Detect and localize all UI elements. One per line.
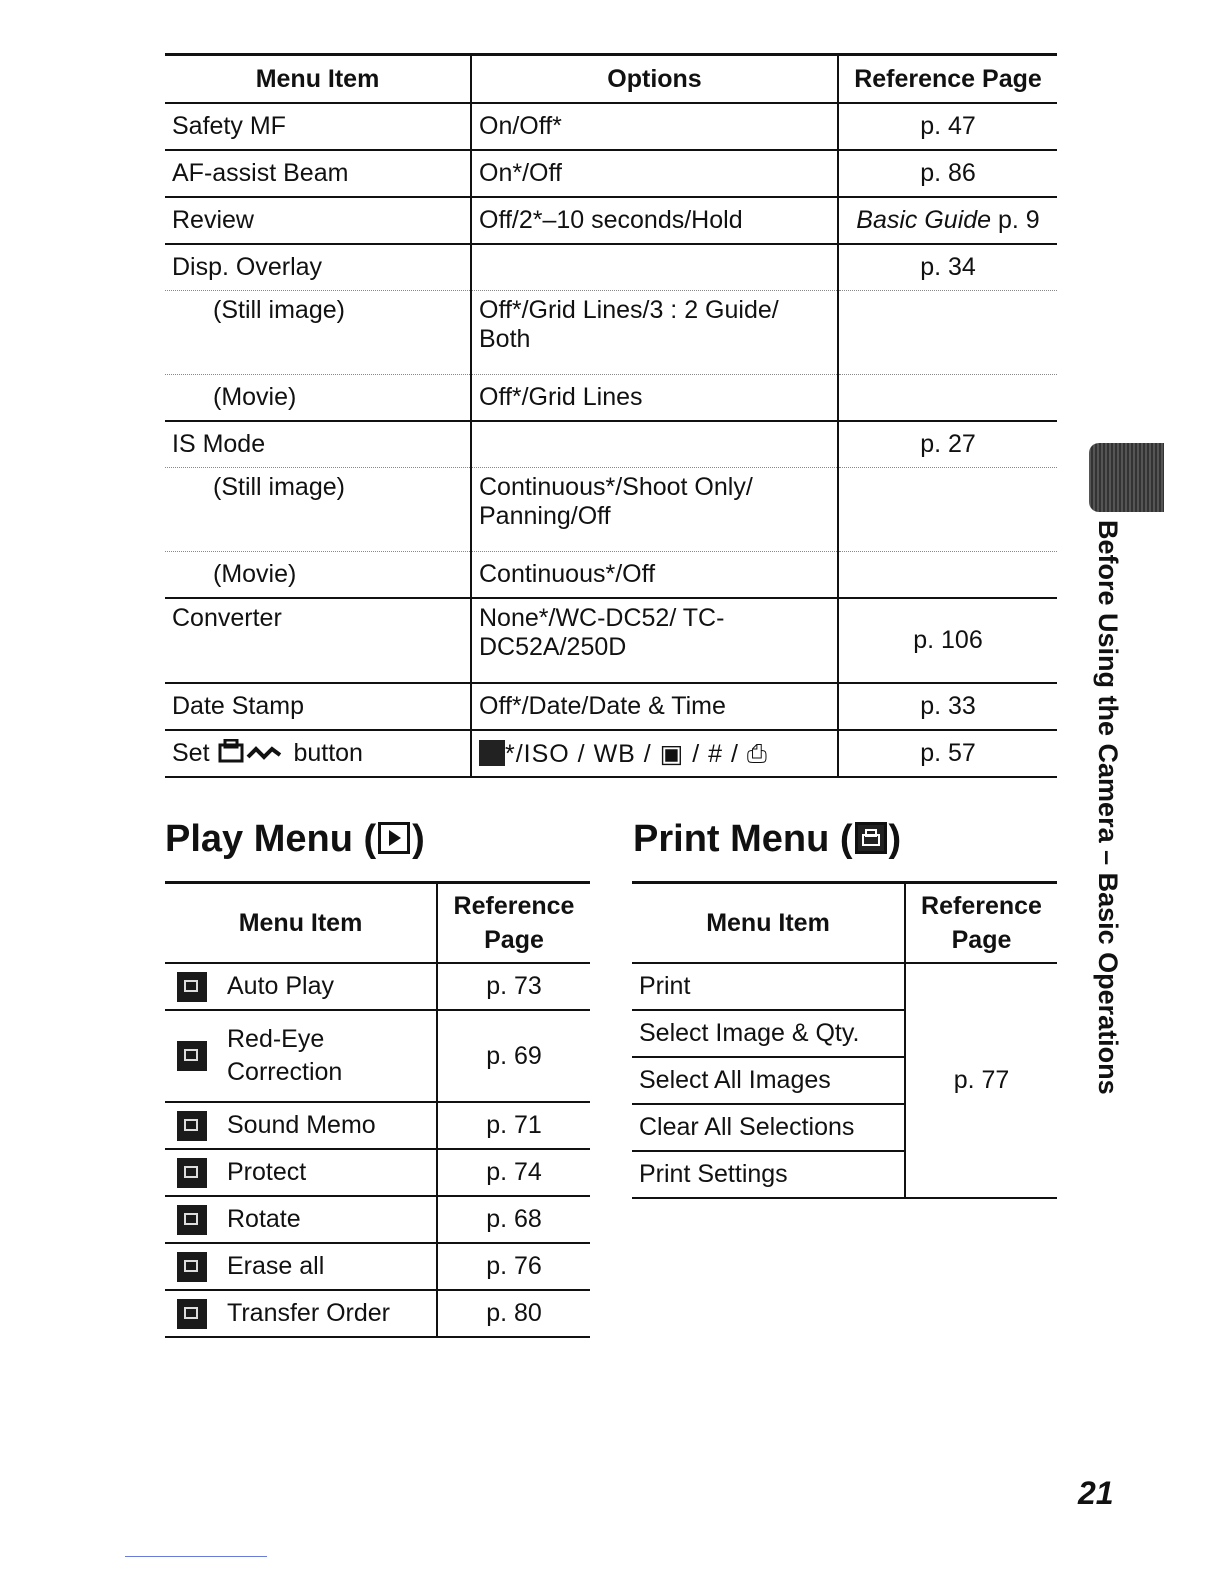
menu-item-label: Auto Play bbox=[227, 972, 335, 1000]
menu-item: IS Mode bbox=[165, 421, 471, 468]
menu-sub-item: (Still image) bbox=[165, 468, 471, 552]
header-reference-page: Reference Page bbox=[905, 883, 1057, 964]
menu-item bbox=[165, 1196, 437, 1243]
reference-page: p. 69 bbox=[437, 1010, 590, 1102]
reference-page: p. 80 bbox=[437, 1290, 590, 1337]
header-menu-item: Menu Item bbox=[632, 883, 905, 964]
play-menu-table bbox=[165, 881, 590, 1338]
menu-item: Review bbox=[165, 197, 471, 244]
table-header-row bbox=[632, 883, 1057, 964]
menu-item: Disp. Overlay bbox=[165, 244, 471, 291]
header-menu-item: Menu Item bbox=[165, 55, 471, 104]
reference-page bbox=[838, 197, 1057, 244]
print-menu-title: Print Menu ( bbox=[633, 818, 853, 860]
reference-page-number: p. 9 bbox=[991, 206, 1040, 234]
reference-page: p. 71 bbox=[437, 1102, 590, 1149]
menu-item bbox=[165, 1290, 437, 1337]
options: Continuous*/Off bbox=[471, 552, 838, 599]
button-label: button bbox=[293, 739, 363, 767]
header-menu-item: Menu Item bbox=[165, 883, 437, 964]
menu-item: Print Settings bbox=[632, 1151, 905, 1198]
header-reference-page: Reference Page bbox=[838, 55, 1057, 104]
reference-guide-name: Basic Guide bbox=[856, 206, 992, 234]
menu-item: Select Image & Qty. bbox=[632, 1010, 905, 1057]
table-row-sub bbox=[165, 375, 1057, 422]
menu-item: Select All Images bbox=[632, 1057, 905, 1104]
menu-item bbox=[165, 963, 437, 1010]
reference-page bbox=[838, 552, 1057, 599]
play-menu-heading bbox=[165, 818, 425, 861]
reference-page: p. 106 bbox=[838, 598, 1057, 683]
print-menu-title-close: ) bbox=[888, 818, 902, 860]
play-menu-title-close: ) bbox=[412, 818, 425, 860]
table-row bbox=[165, 1149, 590, 1196]
reference-page: p. 73 bbox=[437, 963, 590, 1010]
table-row bbox=[165, 244, 1057, 291]
table-row-sub bbox=[165, 552, 1057, 599]
table-row bbox=[165, 421, 1057, 468]
options-symbols: */ISO / WB / ▣ / # / ⎙ bbox=[505, 739, 768, 768]
menu-item-label: Transfer Order bbox=[227, 1299, 391, 1327]
table-row bbox=[165, 1010, 590, 1102]
page-number: 21 bbox=[1078, 1475, 1114, 1511]
reference-page: p. 34 bbox=[838, 244, 1057, 291]
table-row-sub bbox=[165, 468, 1057, 552]
menu-item bbox=[165, 1010, 437, 1102]
options: On*/Off bbox=[471, 150, 838, 197]
print-icon bbox=[855, 822, 887, 854]
table-row bbox=[165, 683, 1057, 730]
reference-page: p. 76 bbox=[437, 1243, 590, 1290]
menu-item bbox=[165, 1149, 437, 1196]
reference-page bbox=[838, 375, 1057, 422]
reference-page: p. 68 bbox=[437, 1196, 590, 1243]
options: Off*/Date/Date & Time bbox=[471, 683, 838, 730]
options: On/Off* bbox=[471, 103, 838, 150]
menu-item-label: Protect bbox=[227, 1158, 307, 1186]
menu-item-label: Red-Eye Correction bbox=[227, 1025, 343, 1086]
menu-item bbox=[165, 730, 471, 777]
set-label: Set bbox=[172, 739, 210, 767]
reference-page: p. 33 bbox=[838, 683, 1057, 730]
table-row bbox=[165, 197, 1057, 244]
table-row-sub bbox=[165, 291, 1057, 375]
menu-item: Safety MF bbox=[165, 103, 471, 150]
table-row bbox=[165, 1196, 590, 1243]
table-row bbox=[165, 598, 1057, 683]
menu-sub-item: (Movie) bbox=[165, 375, 471, 422]
sound-memo-icon bbox=[177, 1111, 207, 1141]
options: Off*/Grid Lines bbox=[471, 375, 838, 422]
transfer-order-icon bbox=[177, 1299, 207, 1329]
menu-item-label: Erase all bbox=[227, 1252, 325, 1280]
options: Continuous*/Shoot Only/ Panning/Off bbox=[471, 468, 838, 552]
section-tab-marker bbox=[1089, 443, 1164, 512]
print-menu-table bbox=[632, 881, 1057, 1199]
reference-page bbox=[838, 291, 1057, 375]
menu-item bbox=[165, 1243, 437, 1290]
options bbox=[471, 730, 838, 777]
menu-sub-item: (Movie) bbox=[165, 552, 471, 599]
divider bbox=[125, 1556, 267, 1557]
scene-icon bbox=[479, 740, 505, 766]
reference-page: p. 27 bbox=[838, 421, 1057, 468]
options bbox=[471, 244, 838, 291]
header-options: Options bbox=[471, 55, 838, 104]
reference-page: p. 86 bbox=[838, 150, 1057, 197]
print-share-button-icon bbox=[216, 739, 286, 765]
options bbox=[471, 421, 838, 468]
menu-item bbox=[165, 1102, 437, 1149]
erase-all-icon bbox=[177, 1252, 207, 1282]
rotate-icon bbox=[177, 1205, 207, 1235]
table-header-row bbox=[165, 55, 1057, 104]
auto-play-icon bbox=[177, 972, 207, 1002]
menu-item-label: Sound Memo bbox=[227, 1111, 376, 1139]
table-header-row bbox=[165, 883, 590, 964]
table-row bbox=[165, 150, 1057, 197]
shooting-menu-table bbox=[165, 53, 1057, 778]
table-row bbox=[165, 1290, 590, 1337]
menu-item: AF-assist Beam bbox=[165, 150, 471, 197]
protect-icon bbox=[177, 1158, 207, 1188]
header-reference-page: Reference Page bbox=[437, 883, 590, 964]
menu-item: Clear All Selections bbox=[632, 1104, 905, 1151]
reference-page: p. 77 bbox=[905, 963, 1057, 1198]
menu-item: Converter bbox=[165, 598, 471, 683]
red-eye-icon bbox=[177, 1041, 207, 1071]
table-row bbox=[165, 963, 590, 1010]
options: Off/2*–10 seconds/Hold bbox=[471, 197, 838, 244]
reference-page bbox=[838, 468, 1057, 552]
table-row bbox=[165, 730, 1057, 777]
section-tab-label: Before Using the Camera – Basic Operations bbox=[1093, 520, 1123, 1095]
menu-item: Date Stamp bbox=[165, 683, 471, 730]
table-row bbox=[632, 963, 1057, 1010]
options: None*/WC-DC52/ TC-DC52A/250D bbox=[471, 598, 838, 683]
table-row bbox=[165, 1243, 590, 1290]
menu-item-label: Rotate bbox=[227, 1205, 301, 1233]
options: Off*/Grid Lines/3 : 2 Guide/ Both bbox=[471, 291, 838, 375]
menu-sub-item: (Still image) bbox=[165, 291, 471, 375]
reference-page: p. 47 bbox=[838, 103, 1057, 150]
table-row bbox=[165, 103, 1057, 150]
print-menu-heading bbox=[633, 818, 901, 861]
play-icon bbox=[378, 822, 410, 854]
reference-page: p. 57 bbox=[838, 730, 1057, 777]
menu-item: Print bbox=[632, 963, 905, 1010]
reference-page: p. 74 bbox=[437, 1149, 590, 1196]
table-row bbox=[165, 1102, 590, 1149]
play-menu-title: Play Menu ( bbox=[165, 818, 377, 860]
